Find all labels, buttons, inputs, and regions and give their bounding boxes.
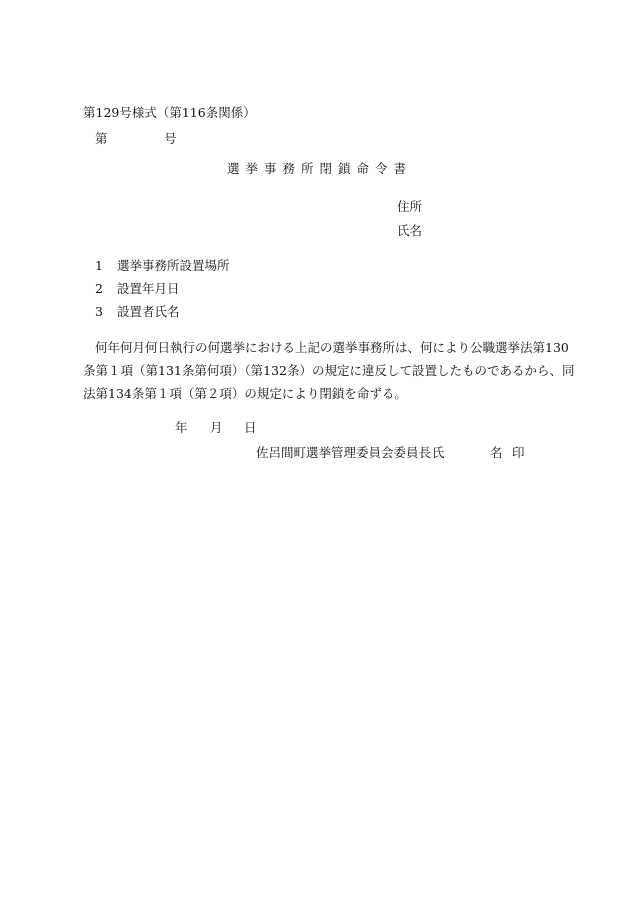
date-month-label: 月: [210, 420, 223, 435]
body-text-line-1: 何年何月何日執行の何選挙における上記の選挙事務所は、何により公職選挙法第130: [95, 340, 569, 355]
list-item-number: 3: [95, 304, 103, 319]
date-year-label: 年: [175, 420, 188, 435]
list-item-label: 選挙事務所設置場所: [117, 258, 230, 273]
list-item-label: 設置者氏名: [117, 304, 180, 319]
issuer-name-shi: 氏: [432, 445, 445, 460]
date-day-label: 日: [244, 420, 257, 435]
doc-number-prefix: 第: [95, 131, 108, 146]
seal-mark: 印: [512, 445, 525, 460]
list-item: [95, 283, 180, 296]
list-item-number: 2: [95, 281, 103, 296]
form-number: 第129号様式（第116条関係）: [83, 105, 256, 120]
body-text-line-3: 法第134条第１項（第２項）の規定により閉鎖を命ずる。: [83, 386, 407, 401]
recipient-name-label: 氏名: [397, 223, 423, 238]
list-item-label: 設置年月日: [117, 281, 180, 296]
list-item: [95, 306, 180, 319]
issuer-name-mei: 名: [490, 445, 503, 460]
body-text-line-2: 条第１項（第131条第何項）（第132条）の規定に違反して設置したものであるから、同: [83, 363, 575, 378]
doc-number-suffix: 号: [164, 131, 177, 146]
list-item-number: 1: [95, 258, 103, 273]
recipient-address-label: 住所: [397, 199, 423, 214]
list-item: [95, 260, 230, 273]
issuer-title: 佐呂間町選挙管理委員会委員長: [256, 445, 432, 460]
document-title: 選挙事務所閉鎖命令書: [227, 161, 413, 176]
